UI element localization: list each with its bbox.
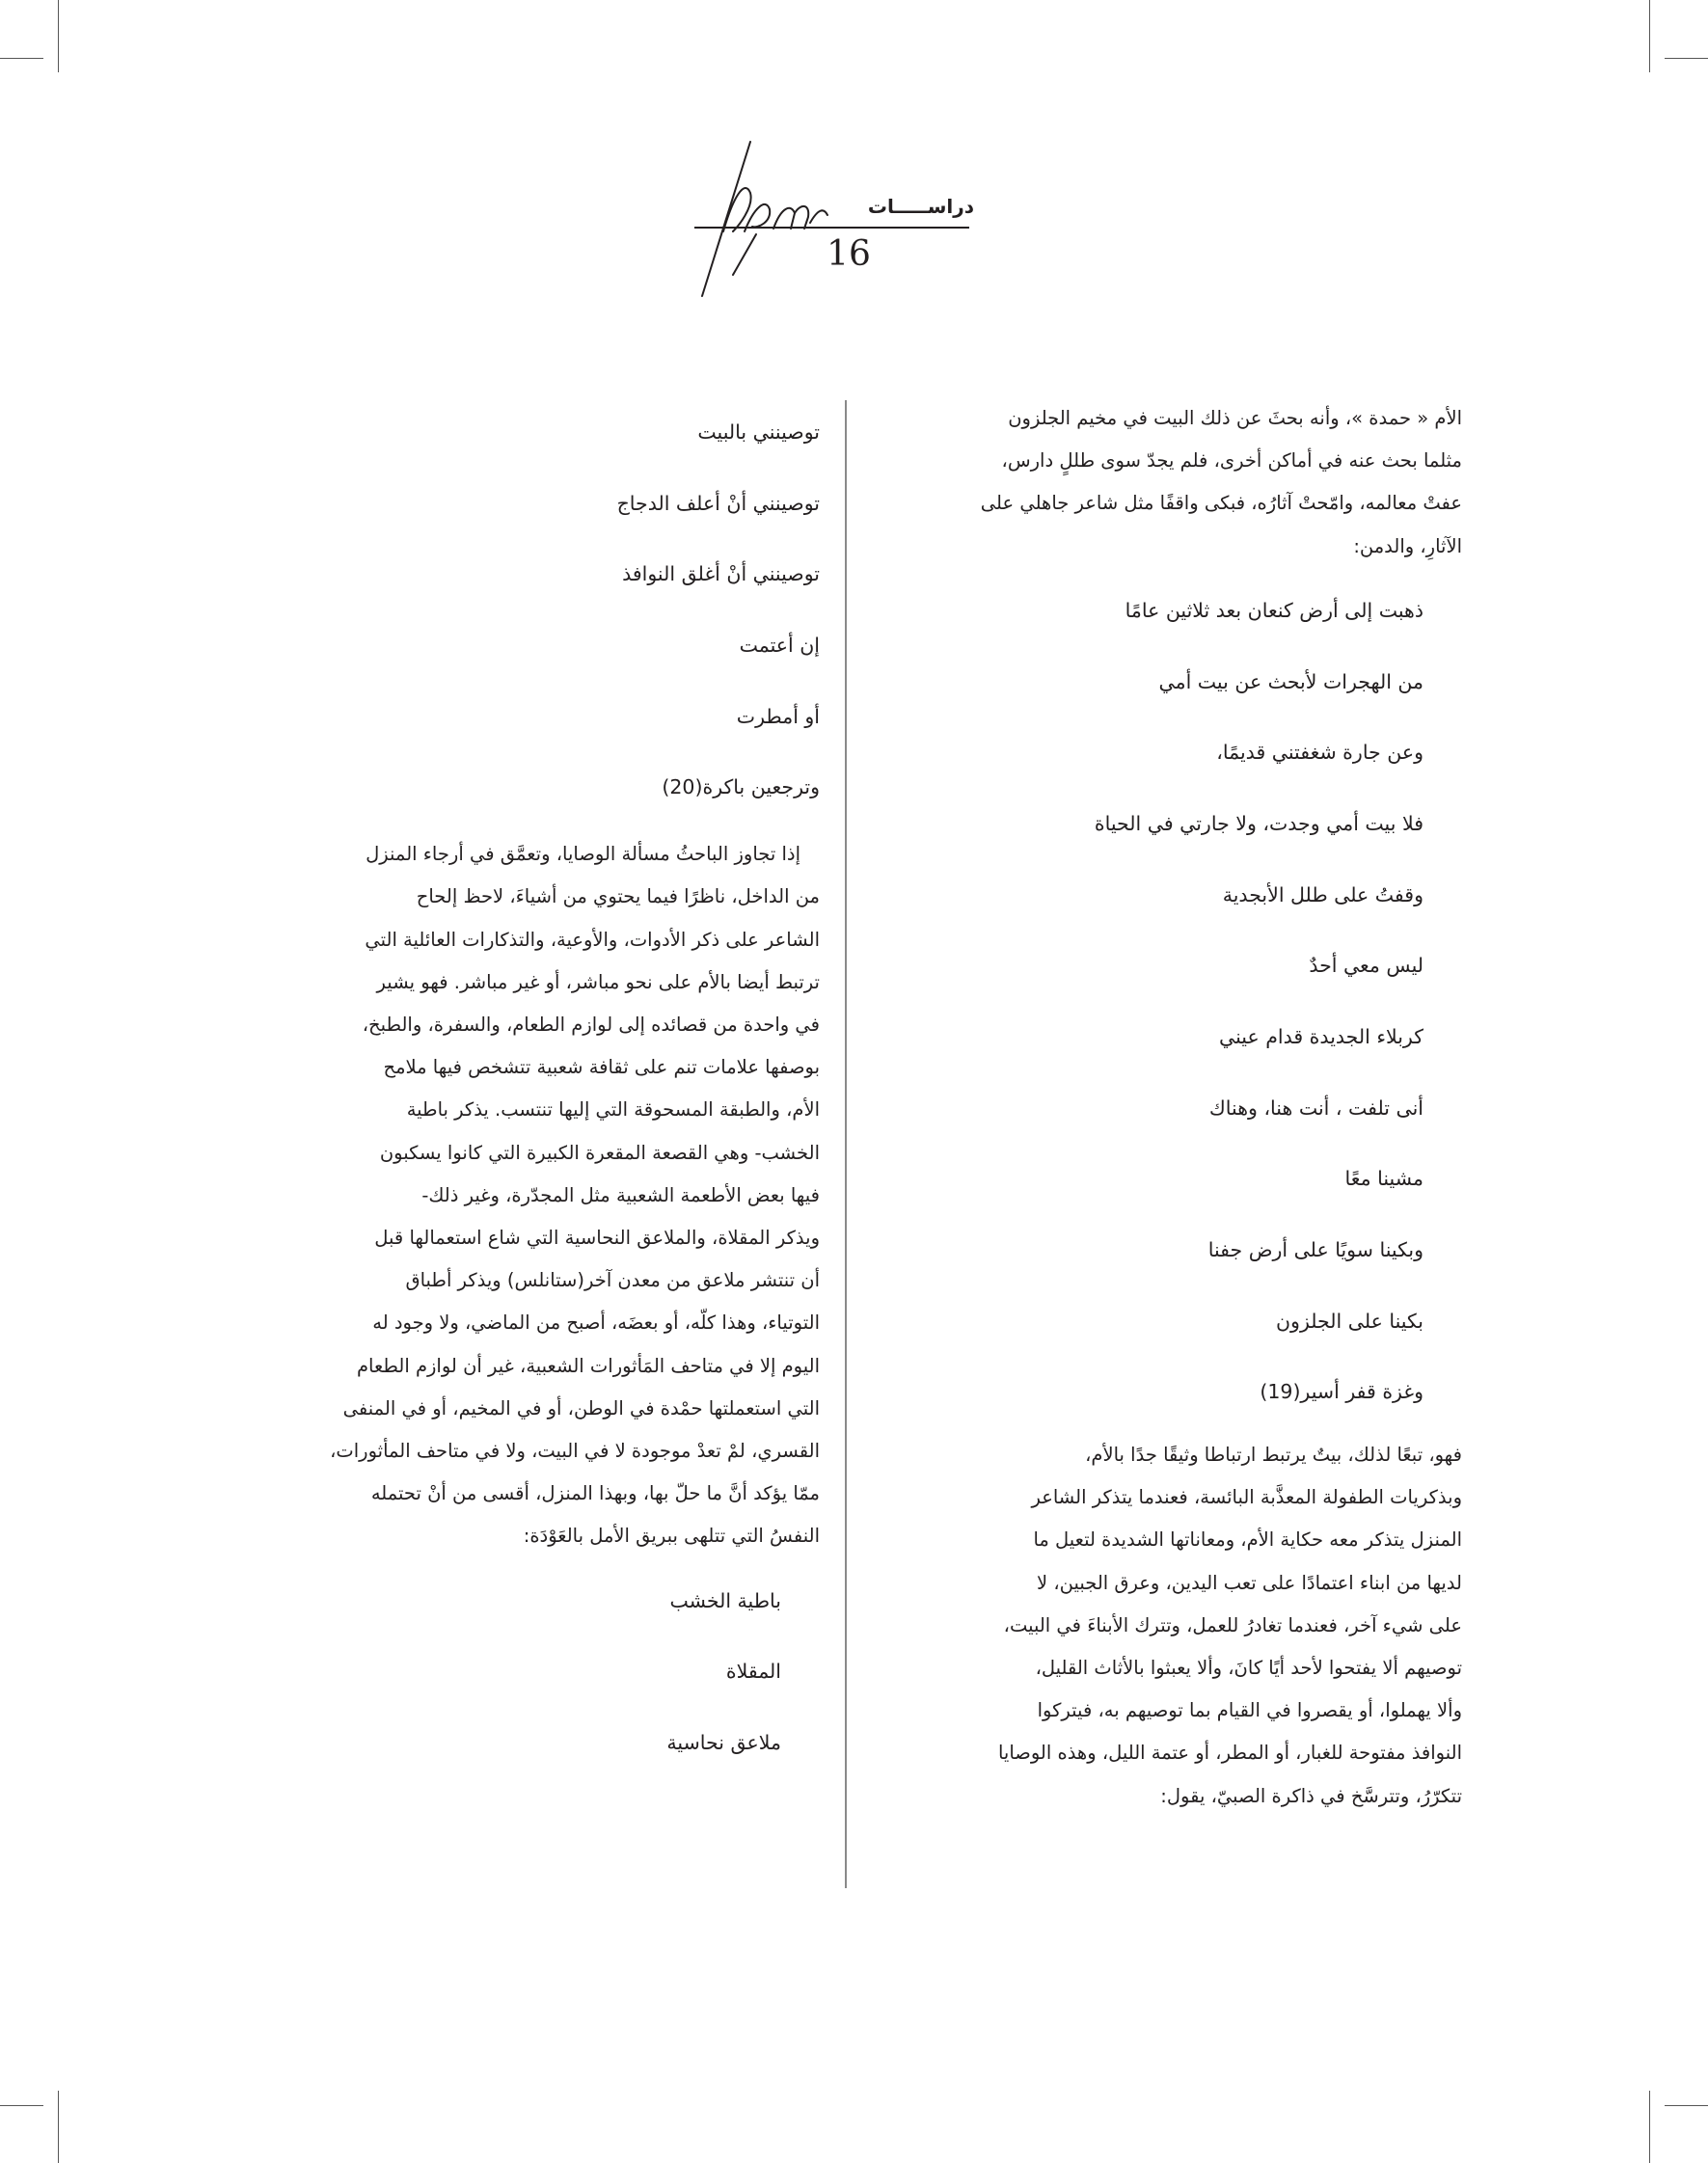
section-title: دراســـــات xyxy=(867,195,974,218)
text-line: من الداخل، ناظرًا فيما يحتوي من أشياءَ، لاحظ إلحاح xyxy=(416,885,820,908)
verse-line: وغزة قفر أسير(19) xyxy=(1260,1380,1423,1404)
verse-line: ذهبت إلى أرض كنعان بعد ثلاثين عامًا xyxy=(1125,598,1423,622)
column-divider xyxy=(845,400,847,1888)
verse-line: ليس معي أحدٌ xyxy=(1309,954,1423,978)
text-line: الآثارِ، والدمن: xyxy=(1353,534,1462,557)
verse-line: توصينني أنْ أعلف الدجاج xyxy=(616,491,820,515)
text-line: في واحدة من قصائده إلى لوازم الطعام، والسفرة، والطبخ، xyxy=(362,1013,820,1036)
crop-mark xyxy=(0,2105,43,2106)
text-line: الأم « حمدة »، وأنه بحثَ عن ذلك البيت في مخيم الجلزون xyxy=(1008,407,1462,429)
poem-block xyxy=(217,397,820,824)
text-line: اليوم إلا في متاحف المَأثورات الشعبية، غير أن لوازم الطعام xyxy=(356,1354,820,1377)
text-line: ترتبط أيضا بالأم على نحو مباشر، أو غير مباشر. فهو يشير xyxy=(376,970,820,993)
verse-line: وعن جارة شغفتني قديمًا، xyxy=(1216,741,1423,765)
crop-mark xyxy=(1665,58,1708,59)
verse-line: باطية الخشب xyxy=(669,1588,781,1612)
verse-line: توصينني أنْ أغلق النوافذ xyxy=(622,562,820,586)
header-rule xyxy=(694,227,969,229)
verse-line: إن أعتمت xyxy=(739,634,820,658)
text-line: ممّا يؤكد أنَّ ما حلّ بها، وبهذا المنزل، أقسى من أنْ تحتمله xyxy=(370,1482,820,1505)
verse-line: مشينا معًا xyxy=(1344,1167,1423,1191)
text-line: وبذكريات الطفولة المعذَّبة البائسة، فعندما يتذكر الشاعر xyxy=(1031,1486,1462,1509)
verse-line: فلا بيت أمي وجدت، ولا جارتي في الحياة xyxy=(1094,811,1423,835)
verse-line: المقلاة xyxy=(725,1660,781,1684)
verse-line: أنى تلفت ، أنت هنا، وهناك xyxy=(1208,1095,1423,1120)
text-line: بوصفها علامات تنم على ثقافة شعبية تتشخص فيها ملامح xyxy=(383,1056,820,1079)
text-line: تتكرّرُ، وتترسَّخ في ذاكرة الصبيّ، يقول: xyxy=(1160,1784,1462,1807)
text-line: وألا يهملوا، أو يقصروا في القيام بما توصيهم به، فيتركوا xyxy=(1037,1699,1462,1722)
text-line: النوافذ مفتوحة للغبار، أو المطر، أو عتمة الليل، وهذه الوصايا xyxy=(997,1742,1462,1765)
closing-poem-block xyxy=(217,1566,820,1779)
text-line: المنزل يتذكر معه حكاية الأم، ومعاناتها الشديدة لتعيل ما xyxy=(1033,1528,1462,1552)
text-line: ويذكر المقلاة، والملاعق النحاسية التي شاع استعمالها قبل xyxy=(374,1226,820,1249)
verse-line: وبكينا سويًا على أرض جفنا xyxy=(1207,1238,1423,1261)
text-line: عفتْ معالمه، وامّحتْ آثارُه، فبكى واقفًا مثل شاعر جاهلي على xyxy=(980,492,1462,515)
body-paragraph xyxy=(217,833,820,1557)
crop-mark xyxy=(1665,2105,1708,2106)
text-line: القسري، لمْ تعدْ موجودة لا في البيت، ولا في متاحف المأثورات، xyxy=(330,1439,820,1462)
page-number: 16 xyxy=(827,234,871,274)
text-line: التوتياء، وهذا كلّه، أو بعضَه، أصبح من الماضي، ولا وجود له xyxy=(372,1311,820,1335)
verse-line: توصينني بالبيت xyxy=(697,420,820,444)
crop-mark xyxy=(58,0,59,72)
text-line: فيها بعض الأطعمة الشعبية مثل المجدّرة، وغير ذلك- xyxy=(421,1183,820,1206)
text-line: أن تنتشر ملاعق من معدن آخر(ستانلس) ويذكر أطباق xyxy=(405,1269,820,1292)
verse-line: بكينا على الجلزون xyxy=(1275,1309,1423,1333)
text-line: لديها من ابناء اعتمادًا على تعب اليدين، وعرق الجبين، لا xyxy=(1037,1571,1462,1594)
text-line: مثلما بحث عنه في أماكن أخرى، فلم يجدّ سوى طللٍ دارس، xyxy=(1001,449,1462,473)
verse-line: وترجعين باكرة(20) xyxy=(662,775,820,799)
text-line: الشاعر على ذكر الأدوات، والأوعية، والتذكارات العائلية التي xyxy=(365,928,820,951)
right-column xyxy=(878,397,1462,1818)
text-line: توصيهم ألا يفتحوا لأحد أيًا كانَ، وألا يعبثوا بالأثاث القليل، xyxy=(1035,1657,1462,1680)
verse-line: ملاعق نحاسية xyxy=(666,1730,781,1754)
verse-line: أو أمطرت xyxy=(736,704,820,728)
crop-mark xyxy=(1649,2091,1650,2163)
closing-paragraph xyxy=(878,1434,1462,1818)
crop-mark xyxy=(58,2091,59,2163)
text-line: التي استعملتها حمْدة في الوطن، أو في المخيم، أو في المنفى xyxy=(342,1396,820,1419)
text-line: الأم، والطبقة المسحوقة التي إليها تنتسب. يذكر باطية xyxy=(406,1098,820,1122)
verse-line: وقفتُ على طلل الأبجدية xyxy=(1222,882,1423,906)
text-line: النفسُ التي تتلهى ببريق الأمل بالعَوْدَة: xyxy=(523,1525,820,1548)
text-line: الخشب- وهي القصعة المقعرة الكبيرة التي كانوا يسكبون xyxy=(379,1141,820,1164)
journal-logo-icon xyxy=(694,140,868,299)
text-line: فهو، تبعًا لذلك، بيتٌ يرتبط ارتباطا وثيقًا جدًا بالأم، xyxy=(1085,1444,1462,1467)
verse-line: كربلاء الجديدة قدام عيني xyxy=(1219,1024,1423,1048)
text-line: إذا تجاوز الباحثُ مسألة الوصايا، وتعمَّق في أرجاء المنزل xyxy=(366,843,800,866)
text-line: على شيء آخر، فعندما تغادرُ للعمل، وتترك الأبناءَ في البيت، xyxy=(1003,1613,1462,1636)
left-column xyxy=(217,397,820,1779)
poem-block xyxy=(878,576,1462,1428)
verse-line: من الهجرات لأبحث عن بيت أمي xyxy=(1158,669,1423,693)
crop-mark xyxy=(1649,0,1650,72)
crop-mark xyxy=(0,58,43,59)
intro-paragraph xyxy=(878,397,1462,568)
